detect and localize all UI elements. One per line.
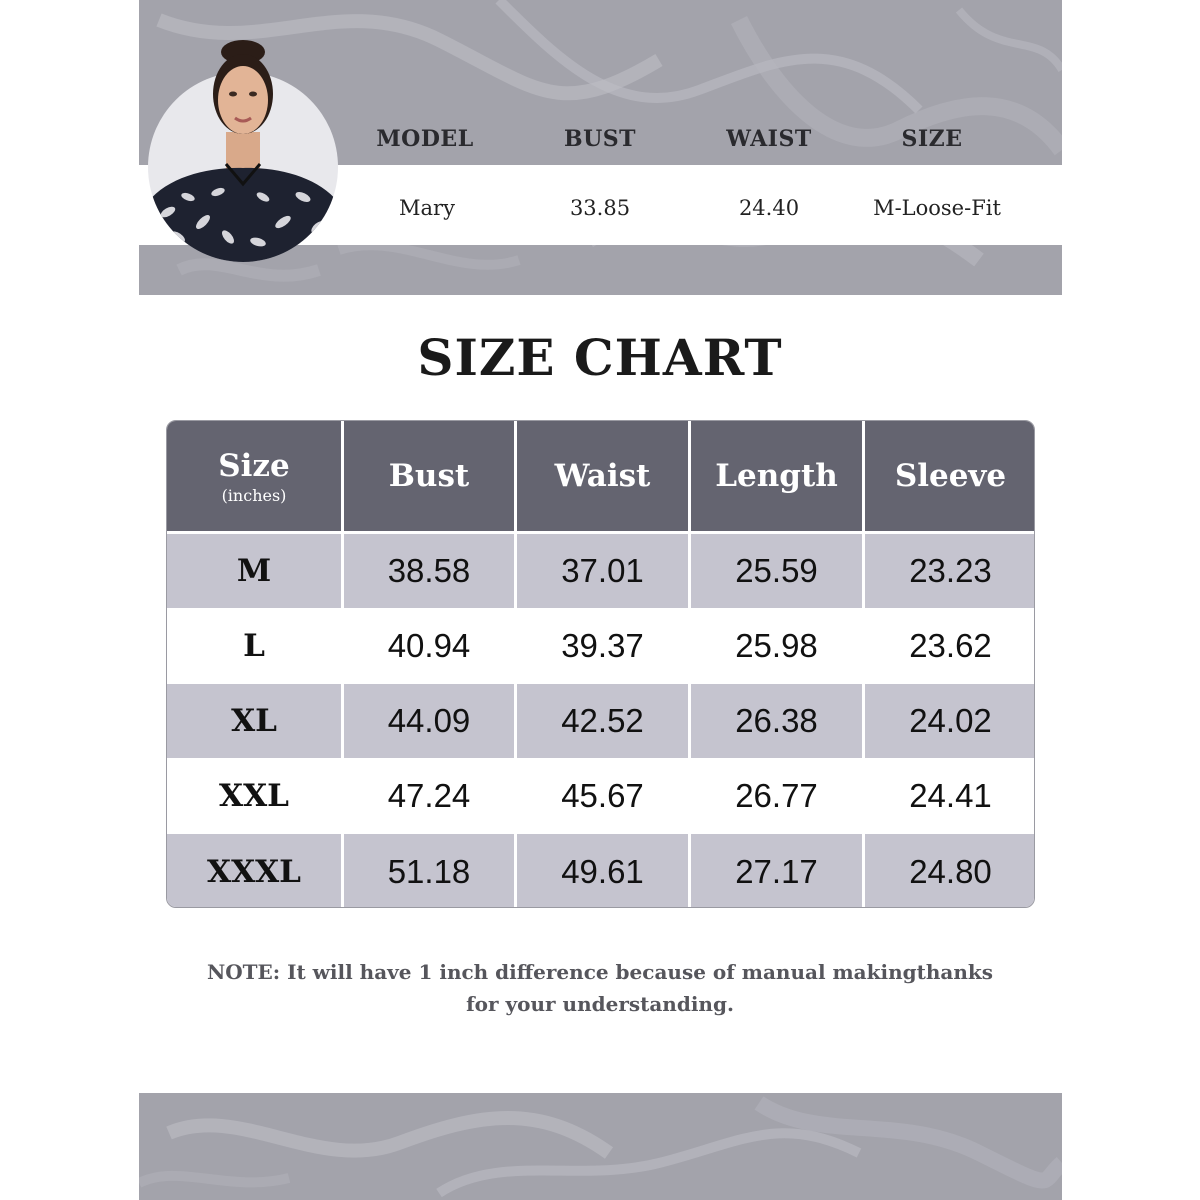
sleeve-value: 24.80	[909, 852, 992, 890]
header-size	[167, 421, 341, 531]
table-cell	[691, 684, 862, 758]
header-sleeve-label: Sleeve	[894, 458, 1007, 494]
table-cell	[344, 684, 514, 758]
table-cell	[517, 684, 688, 758]
header-size-label: Size	[218, 447, 290, 484]
table-cell	[517, 834, 688, 908]
table-cell	[517, 759, 688, 833]
header-bust-label: Bust	[388, 458, 470, 494]
model-header: MODEL	[376, 126, 474, 152]
header-waist-label: Waist	[554, 458, 651, 494]
header-sleeve	[865, 421, 1035, 531]
size-table	[166, 420, 1035, 908]
marble-swirl-icon	[139, 1093, 1062, 1200]
bust-value: 51.18	[387, 852, 471, 890]
sleeve-value: 24.02	[909, 702, 992, 739]
table-cell	[517, 534, 688, 608]
table-row	[167, 834, 341, 908]
table-row	[167, 609, 341, 683]
table-cell	[865, 834, 1035, 908]
note-text	[150, 956, 1050, 1020]
waist-value: 37.01	[561, 552, 644, 589]
table-cell	[691, 609, 862, 683]
header-length-label: Length	[715, 458, 838, 494]
model-name: Mary	[399, 196, 455, 220]
bust-value: 38.58	[387, 552, 471, 589]
model-bust: 33.85	[569, 196, 631, 220]
bust-header: BUST	[563, 126, 637, 152]
bust-value: 47.24	[387, 777, 471, 814]
table-cell	[344, 609, 514, 683]
size-label: M	[236, 553, 272, 589]
waist-header: WAIST	[726, 126, 812, 152]
table-cell	[517, 609, 688, 683]
table-cell	[344, 534, 514, 608]
model-head-icon	[200, 38, 286, 98]
model-size: M-Loose-Fit	[873, 196, 1001, 220]
table-cell	[344, 834, 514, 908]
size-label: XXXL	[207, 853, 301, 890]
table-cell	[865, 609, 1035, 683]
length-value: 26.38	[735, 702, 818, 739]
header-waist	[517, 421, 688, 531]
header-bust	[344, 421, 514, 531]
length-value: 27.17	[735, 852, 818, 890]
size-label: XXL	[219, 778, 289, 814]
table-row	[167, 759, 341, 833]
table-row	[167, 684, 341, 758]
note-line-1: NOTE: It will have 1 inch difference because of manual makingthanks	[206, 960, 994, 984]
table-cell	[691, 834, 862, 908]
sleeve-value: 23.23	[909, 552, 992, 589]
length-value: 25.98	[735, 627, 818, 664]
table-row	[167, 534, 341, 608]
model-waist: 24.40	[738, 196, 800, 220]
table-cell	[865, 684, 1035, 758]
size-label: L	[243, 628, 265, 664]
table-cell	[691, 534, 862, 608]
waist-value: 45.67	[561, 777, 644, 814]
page-title: SIZE CHART	[417, 328, 783, 387]
length-value: 25.59	[735, 552, 818, 589]
table-cell	[865, 534, 1035, 608]
waist-value: 42.52	[561, 702, 644, 739]
size-label: XL	[231, 703, 277, 739]
bust-value: 40.94	[387, 627, 471, 664]
table-cell	[865, 759, 1035, 833]
table-cell	[691, 759, 862, 833]
table-cell	[344, 759, 514, 833]
marble-background-bottom	[139, 1093, 1062, 1200]
waist-value: 49.61	[561, 852, 644, 890]
sleeve-value: 23.62	[909, 627, 992, 664]
header-size-unit: (inches)	[221, 485, 287, 505]
size-header: SIZE	[901, 126, 963, 152]
bust-value: 44.09	[387, 702, 471, 739]
waist-value: 39.37	[561, 627, 644, 664]
header-length	[691, 421, 862, 531]
sleeve-value: 24.41	[909, 777, 992, 814]
note-line-2: for your understanding.	[466, 992, 734, 1016]
length-value: 26.77	[735, 777, 818, 814]
